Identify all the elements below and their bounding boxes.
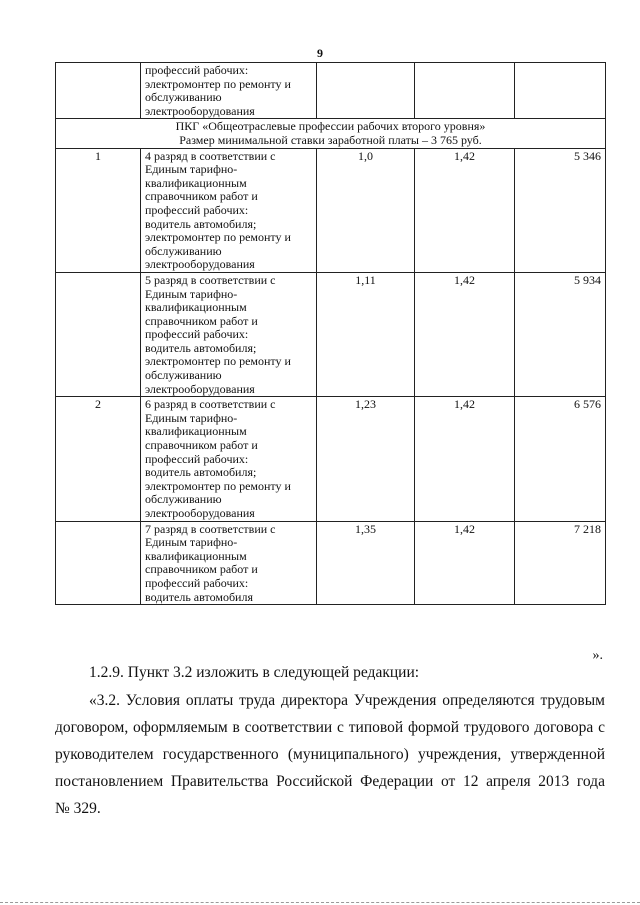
desc-line: профессий рабочих: bbox=[145, 451, 249, 466]
word: формой bbox=[407, 719, 460, 736]
desc-line: профессий рабочих: bbox=[145, 327, 249, 342]
desc-line: электромонтер по ремонту и bbox=[145, 230, 291, 245]
word: определяются bbox=[442, 692, 535, 709]
word: с bbox=[598, 719, 605, 736]
coefficient-cell: 1,42 bbox=[415, 521, 515, 605]
row-number: 2 bbox=[56, 397, 141, 521]
word: (муниципального) bbox=[287, 746, 409, 763]
desc-line: 7 разряд в соответствии с bbox=[145, 521, 276, 536]
desc-line: Единым тарифно- bbox=[145, 286, 238, 301]
paragraph-line bbox=[55, 741, 605, 768]
desc-line: квалификационным bbox=[145, 424, 247, 439]
word: государственного bbox=[162, 746, 279, 763]
word: Учреждения bbox=[353, 692, 437, 709]
desc-line: водитель автомобиля; bbox=[145, 216, 257, 231]
row-description bbox=[141, 63, 317, 119]
group-subtitle: Размер минимальной ставки заработной платы – 3 765 руб. bbox=[179, 132, 482, 147]
desc-line: электромонтер по ремонту и bbox=[145, 76, 291, 91]
page-number: 9 bbox=[317, 46, 323, 60]
amount-cell: 5 934 bbox=[515, 272, 606, 396]
table-row bbox=[56, 397, 606, 521]
desc-line: электромонтер по ремонту и bbox=[145, 354, 291, 369]
word: Правительства bbox=[170, 773, 269, 790]
word: года bbox=[576, 773, 605, 790]
desc-line: справочником работ и bbox=[145, 189, 258, 204]
row-number bbox=[56, 521, 141, 605]
word: апреля bbox=[486, 773, 531, 790]
amount-cell: 5 346 bbox=[515, 148, 606, 272]
desc-line: 6 разряд в соответствии с bbox=[145, 397, 276, 412]
closing-quote-mark: ». bbox=[592, 648, 603, 663]
desc-line: обслуживанию bbox=[145, 90, 222, 105]
group-title: ПКГ «Общеотраслевые профессии рабочих второго уровня» bbox=[175, 119, 486, 134]
coefficient-cell bbox=[317, 63, 415, 119]
desc-line: профессий рабочих: bbox=[145, 202, 249, 217]
desc-line: Единым тарифно- bbox=[145, 162, 238, 177]
word: 2013 bbox=[538, 773, 570, 790]
amount-cell: 6 576 bbox=[515, 397, 606, 521]
group-header bbox=[56, 119, 606, 148]
paragraph-item-3-2 bbox=[55, 687, 605, 822]
word: постановлением bbox=[55, 773, 164, 790]
desc-line: квалификационным bbox=[145, 548, 247, 563]
salary-table bbox=[55, 62, 606, 605]
word: соответствии bbox=[244, 719, 333, 736]
desc-line: водитель автомобиля; bbox=[145, 465, 257, 480]
desc-line: квалификационным bbox=[145, 175, 247, 190]
desc-line: водитель автомобиля; bbox=[145, 340, 257, 355]
coefficient-cell: 1,42 bbox=[415, 148, 515, 272]
desc-line: 5 разряд в соответствии с bbox=[145, 272, 276, 287]
coefficient-cell: 1,0 bbox=[317, 148, 415, 272]
word: трудовым bbox=[540, 692, 605, 709]
row-number bbox=[56, 272, 141, 396]
word: от bbox=[440, 773, 456, 790]
word: Федерации bbox=[360, 773, 434, 790]
paragraph-line bbox=[55, 795, 605, 822]
word: директора bbox=[280, 692, 349, 709]
desc-line: обслуживанию bbox=[145, 368, 222, 383]
desc-line: профессий рабочих: bbox=[145, 63, 249, 77]
desc-line: 4 разряд в соответствии с bbox=[145, 148, 276, 163]
desc-line: справочником работ и bbox=[145, 562, 258, 577]
coefficient-cell: 1,23 bbox=[317, 397, 415, 521]
word: Российской bbox=[276, 773, 353, 790]
paragraph-line bbox=[55, 768, 605, 795]
desc-line: Единым тарифно- bbox=[145, 410, 238, 425]
group-header-row bbox=[56, 119, 606, 148]
word: руководителем bbox=[55, 746, 154, 763]
paragraph-item-1-2-9 bbox=[55, 659, 605, 686]
desc-line: водитель автомобиля bbox=[145, 589, 253, 604]
amount-cell: 7 218 bbox=[515, 521, 606, 605]
page-bottom-edge bbox=[0, 902, 640, 903]
word: с bbox=[337, 719, 344, 736]
desc-line: обслуживанию bbox=[145, 492, 222, 507]
word: договора bbox=[534, 719, 594, 736]
word: оформляемым bbox=[133, 719, 228, 736]
desc-line: электрооборудования bbox=[145, 257, 255, 272]
word: в bbox=[232, 719, 240, 736]
row-description bbox=[141, 397, 317, 521]
table-row bbox=[56, 148, 606, 272]
coefficient-cell: 1,42 bbox=[415, 272, 515, 396]
table-row bbox=[56, 521, 606, 605]
word: оплаты bbox=[185, 692, 234, 709]
desc-line: квалификационным bbox=[145, 300, 247, 315]
table-row bbox=[56, 63, 606, 119]
desc-line: Единым тарифно- bbox=[145, 535, 238, 550]
word: 12 bbox=[462, 773, 479, 790]
row-description bbox=[141, 521, 317, 605]
desc-line: профессий рабочих: bbox=[145, 575, 249, 590]
row-description bbox=[141, 148, 317, 272]
desc-line: электрооборудования bbox=[145, 381, 255, 396]
coefficient-cell: 1,35 bbox=[317, 521, 415, 605]
row-description bbox=[141, 272, 317, 396]
coefficient-cell: 1,11 bbox=[317, 272, 415, 396]
desc-line: справочником работ и bbox=[145, 313, 258, 328]
desc-line: электрооборудования bbox=[145, 103, 255, 118]
row-number: 1 bbox=[56, 148, 141, 272]
word: труда bbox=[239, 692, 276, 709]
word: утвержденной bbox=[510, 746, 605, 763]
paragraph-line bbox=[55, 714, 605, 741]
paragraph-line bbox=[55, 687, 605, 714]
amount-cell bbox=[515, 63, 606, 119]
word: трудового bbox=[463, 719, 530, 736]
desc-line: справочником работ и bbox=[145, 438, 258, 453]
word: типовой bbox=[348, 719, 404, 736]
desc-line: электромонтер по ремонту и bbox=[145, 478, 291, 493]
paragraph-line-text: № 329. bbox=[55, 800, 101, 817]
table-row bbox=[56, 272, 606, 396]
coefficient-cell: 1,42 bbox=[415, 397, 515, 521]
paragraph-text: 1.2.9. Пункт 3.2 изложить в следующей редакции: bbox=[89, 664, 420, 681]
word: учреждения, bbox=[418, 746, 502, 763]
desc-line: обслуживанию bbox=[145, 243, 222, 258]
word: «3.2. bbox=[89, 692, 120, 709]
row-number bbox=[56, 63, 141, 119]
coefficient-cell bbox=[415, 63, 515, 119]
desc-line: электрооборудования bbox=[145, 506, 255, 520]
word: договором, bbox=[55, 719, 129, 736]
word: Условия bbox=[125, 692, 181, 709]
